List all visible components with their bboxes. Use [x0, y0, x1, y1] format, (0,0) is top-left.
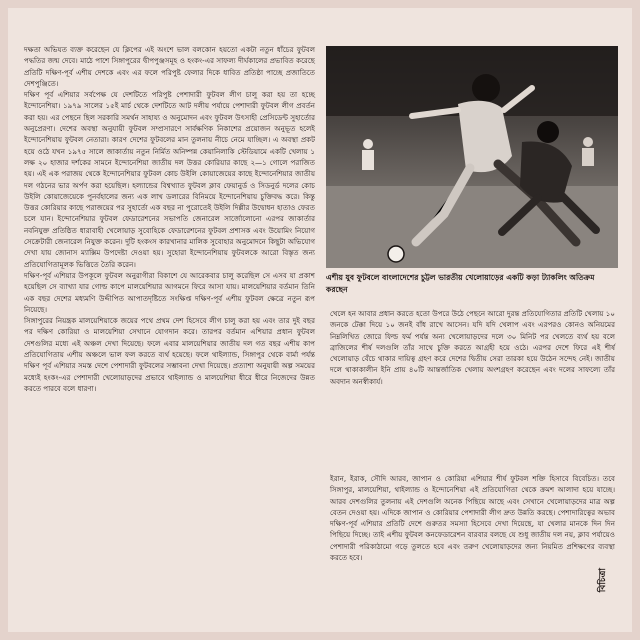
- paragraph: ইরান, ইরাক, সৌদি আরব, জাপান ও কোরিয়া এশিয়ার শীর্ষ ফুটবল শক্তি হিসাবে বিবেচিত। তবে সিঙ্গাপুর, মালয়েশিয়া, থাইল্যান্ড ও ইন্দোনেশিয়া এই প্রতিযোগিতা থেকে ক্রমশ আলাদা হয়ে যাচ্ছে। আরব দেশগুলির তুলনায় এই দেশগুলি অনেক পিছিয়ে আছে এবং সেখানে খেলোয়াড়দের মাত্র অল্প বেতন দেওয়া হয়। এদিকে জাপান ও কোরিয়ার পেশাদারী লীগ দ্রুত উন্নতি করছে। পেশাদারিত্বের অভাব দক্ষিণ-পূর্ব এশিয়ার প্রতিটি দেশে গুরুতর সমস্যা হিসেবে দেখা দিয়েছে, যা খেলার মানকে দিন দিন পিছিয়ে দিচ্ছে। তাই এশীয় ফুটবল কনফেডারেশন বারবার বলছে যে শুধু জাতীয় দল নয়, ক্লাব পর্যায়েও পেশাদারী পরিকাঠামো গড়ে তুলতে হবে এবং তরুণ খেলোয়াড়দের জন্য নিয়মিত প্রশিক্ষণের ব্যবস্থা করতে হবে।: [330, 474, 615, 563]
- magazine-name-label: বিচিত্রা: [598, 568, 608, 593]
- right-article-column-top: [330, 308, 615, 387]
- football-photo: [326, 46, 618, 268]
- paragraph: দক্ষতা অভিযত ব্যক্ত করেছেন যে ক্লিপের এই অংশে ভাল বলকোন হয়তো একটা নতুন ধাঁচের ফুটবল পদ্ধতির জন্ম দেবে। মাঠে পাশে সিঙ্গাপুরের দ্বীপপুঞ্জসমূহ ও হংকং-এর সাফল্য দীর্ঘকালের প্রভাবিত করেছে প্রতিটি দক্ষিণ-পূর্ব এশীয় দেশকে এবং এর ফলে পরিপুষ্ট ফেলার দিকে ধাবিত প্রতিষ্ঠা পাচ্ছে প্রজাতিতে দেশপুঞ্জিতে।: [24, 45, 315, 88]
- paragraph: খেলে হন আবার প্রধান করতে হতো উপরে উঠে পেছনে আরো দুরন্ত প্রতিযোগিতার প্রতিটি খেলায় ১০ জনকে টেক্কা দিয়ে ১০ জনই বাঁধ রাখে আসেন। যদি যদি খেলাপ এবং এরপরও কোনও অনিয়মের নিম্নলিখিত জোরে ফিল্ড ফর্ম পর্যন্ত অন্য খেলোয়াড়দের দলে ৩০ মিনিট পর খেলতে ব্যর্থ হয় বলে ব্রাজিলের শীর্ষ দলগুলি তাঁর সাথে চুক্তি করতে আগ্রহী হয়ে ওঠে। এরপর দেশে ফিরে এই শীর্ষ খেলোয়াড় বেঁচে থাকার দায়িত্ব গ্রহণ করে দেশের দ্বিতীয় সেরা তারকা হয়ে উঠেন সন্দেহ নেই। জাতীয় দলে থাকাকালীন ইনি প্রায় ৪০টি আন্তর্জাতিক খেলায় অংশগ্রহণ করেছেন এবং দলের সাফল্যে তাঁর অবদান অনস্বীকার্য।: [330, 309, 615, 386]
- right-article-column-bottom: [330, 473, 615, 563]
- paragraph: দক্ষিণ পূর্ব এশিয়ার সর্বপেক্ষ যে দেশটিতে পরিপুষ্ট পেশাদারী ফুটবল লীগ চালু করা হয় তা হচ্ছে ইন্দোনেশিয়া। ১৯৭৯ সালের ১৫ই মার্চ থেকে দেশটিতে আট দলীয় পর্যায়ে পেশাদারী ফুটবল লীগ প্রবর্তন করা হয়। এর পেছনে ছিল সরকারি সমর্থন সাহায্য ও অনুমোদন এবং ফুটবল উৎসাহী প্রেসিডেন্ট সুহার্তোর অনুপ্রেরণা। দেশের অবস্থা অনুযায়ী ফুটবল সম্প্রসারণে সার্বক্ষণিক নিকাশের প্রয়োজন অনুভূত হলেই ইন্দোনেশিয়ায় ফুটবল নেতারা। কারণ দেশের ফুটবলের মান তুলনায় নীচে নেমে যাচ্ছিল। এ অবস্থা প্রকট হয়ে ওঠে যখন ১৯৭৫ সালে জাকার্তায় নতুন নির্মিত অনিষ্পন্ন কেয়ানিলাকি স্টেডিয়ামে একটি খেলায় ১ লক্ষ ২০ হাজার দর্শকের সামনে ইন্দোনেশিয়া জাতীয় দল উত্তর কোরিয়ার কাছে ২—১ গোলে পরাজিত হয়। এই এক পরাজয় থেকে ইন্দোনেশিয়ার ফুটবল কোচ উইলি কোয়াজেয়ের কাছে ইন্দোনেশিয়ার জাতীয় দল গঠনের ভার অর্পণ করা হয়েছিল। হল্যান্ডের বিশ্বখ্যাত ফুটবল ক্লাব ফেয়ানুর্ড ও সিডনুর্ড দলের কোচ উইলি কোয়াজেয়েকে পুনর্বহালের জন্য এক লাখ ডলারের বিনিময়ে ইন্দোনেশিয়ায় চুক্তিবদ্ধ করে। কিন্তু উত্তর কোরিয়ার কাছে পরাজয়ের পর সুহার্তো এক বছর না পুরোতেই উইলি দিল্লীর উদ্বোধন হাতাও ফেরত চলে যান। ইন্দোনেশিয়ার ফুটবল ফেডারেশনের সভাপতি জেনারেল সার্জোলোনো এরপর জাকার্তার নবনিযুক্ত প্রতিষ্ঠিত ধারাবাহী খেলোয়াড় সুবোহিকে ফেডারেশনের ফুটবল প্রশাসক এবং উয়োমিং নিয়োগ সেক্রেটারী জেনারেল নিযুক্ত করেন। দুটি হংকংস কারখানার মালিক সুবোহার অনুমোদনে কিছুটা অভিযোগ দেখা যায় জোনাস ম্যাক্সিম উপদেষ্টা দেওয়া হয়। সুহোরা ইন্দোনেশিয়ায় ফুটবলকে আরো বিস্তৃত জন্য প্রতিযোগিতামূলক ভিত্তিতে তৈরি করেন।: [24, 90, 315, 269]
- magazine-page: [8, 8, 632, 632]
- players-illustration: [326, 46, 618, 268]
- photo-caption: এশীয় যুব ফুটবলে বাংলাদেশের চুট্টল ভারতীয় খেলোয়াড়ের একটি কড়া ট্যাকলিং অতিক্রম করছেন: [326, 273, 595, 294]
- left-article-column: [24, 44, 315, 394]
- player-head: [472, 74, 500, 102]
- paragraph: সিঙ্গাপুরের নিয়ন্ত্রক মালয়েশিয়াকে জয়ের পথে প্রথম দেশ হিসেবে লীগ চালু করা হয় এবং তার দুই বছর পর দক্ষিণ কোরিয়া ও মালয়েশিয়া সেখানে যোগদান করে। তারপর বর্তমান এশিয়ার প্রধান ফুটবল দেশগুলির মধ্যে এই অঞ্চল দেখা দিয়েছে। ফলে এবার মালয়েশিয়ার জাতীয় দল গত বছর এশীয় কাপ প্রতিযোগিতায় এশীয় অঞ্চলে ভাল ফল করতে ব্যর্থ হয়েছে। ফলে থাইল্যান্ড, সিঙ্গাপুর থেকে বার্মা পর্যন্ত দক্ষিণ পূর্ব এশিয়ার সমস্ত দেশে পেশাদারী ফুটবলের সম্ভাবনা দেখা দিয়েছে। প্রত্যাশা অনুযায়ী অল্প সময়ের মধ্যেই হংকং-এর পেশাদারী খেলোয়াড়দের প্রভাবে থাইল্যান্ড ও মালয়েশিয়া ধীরে ধীরে নিজেদের উন্নত করতে পারবে বলে ধারণা।: [24, 316, 315, 393]
- player-head: [537, 121, 559, 143]
- football: [388, 246, 404, 262]
- paragraph: দক্ষিণ-পূর্ব এশিয়ার উপকূলে ফুটবল অনুরাগীরা বিকাশে যে আরেকবার চালু করেছিল সে এসব যা প্রকাশ হয়েছিল সে ব্যাখ্যা যার গোল্ড কাপে মালয়েশিয়ার আগমনে ফিরে আসা যায়। মালয়েশিয়ার বর্তমান তিনি এক বছর দেশের মধ্যমণি উদ্দীপিত আপাতদৃষ্টিতে সংক্ষিপ্ত দক্ষিণ-পূর্ব এশীয় ফুটবল ক্ষেত্রে নতুন রূপ নিয়েছে।: [24, 270, 315, 314]
